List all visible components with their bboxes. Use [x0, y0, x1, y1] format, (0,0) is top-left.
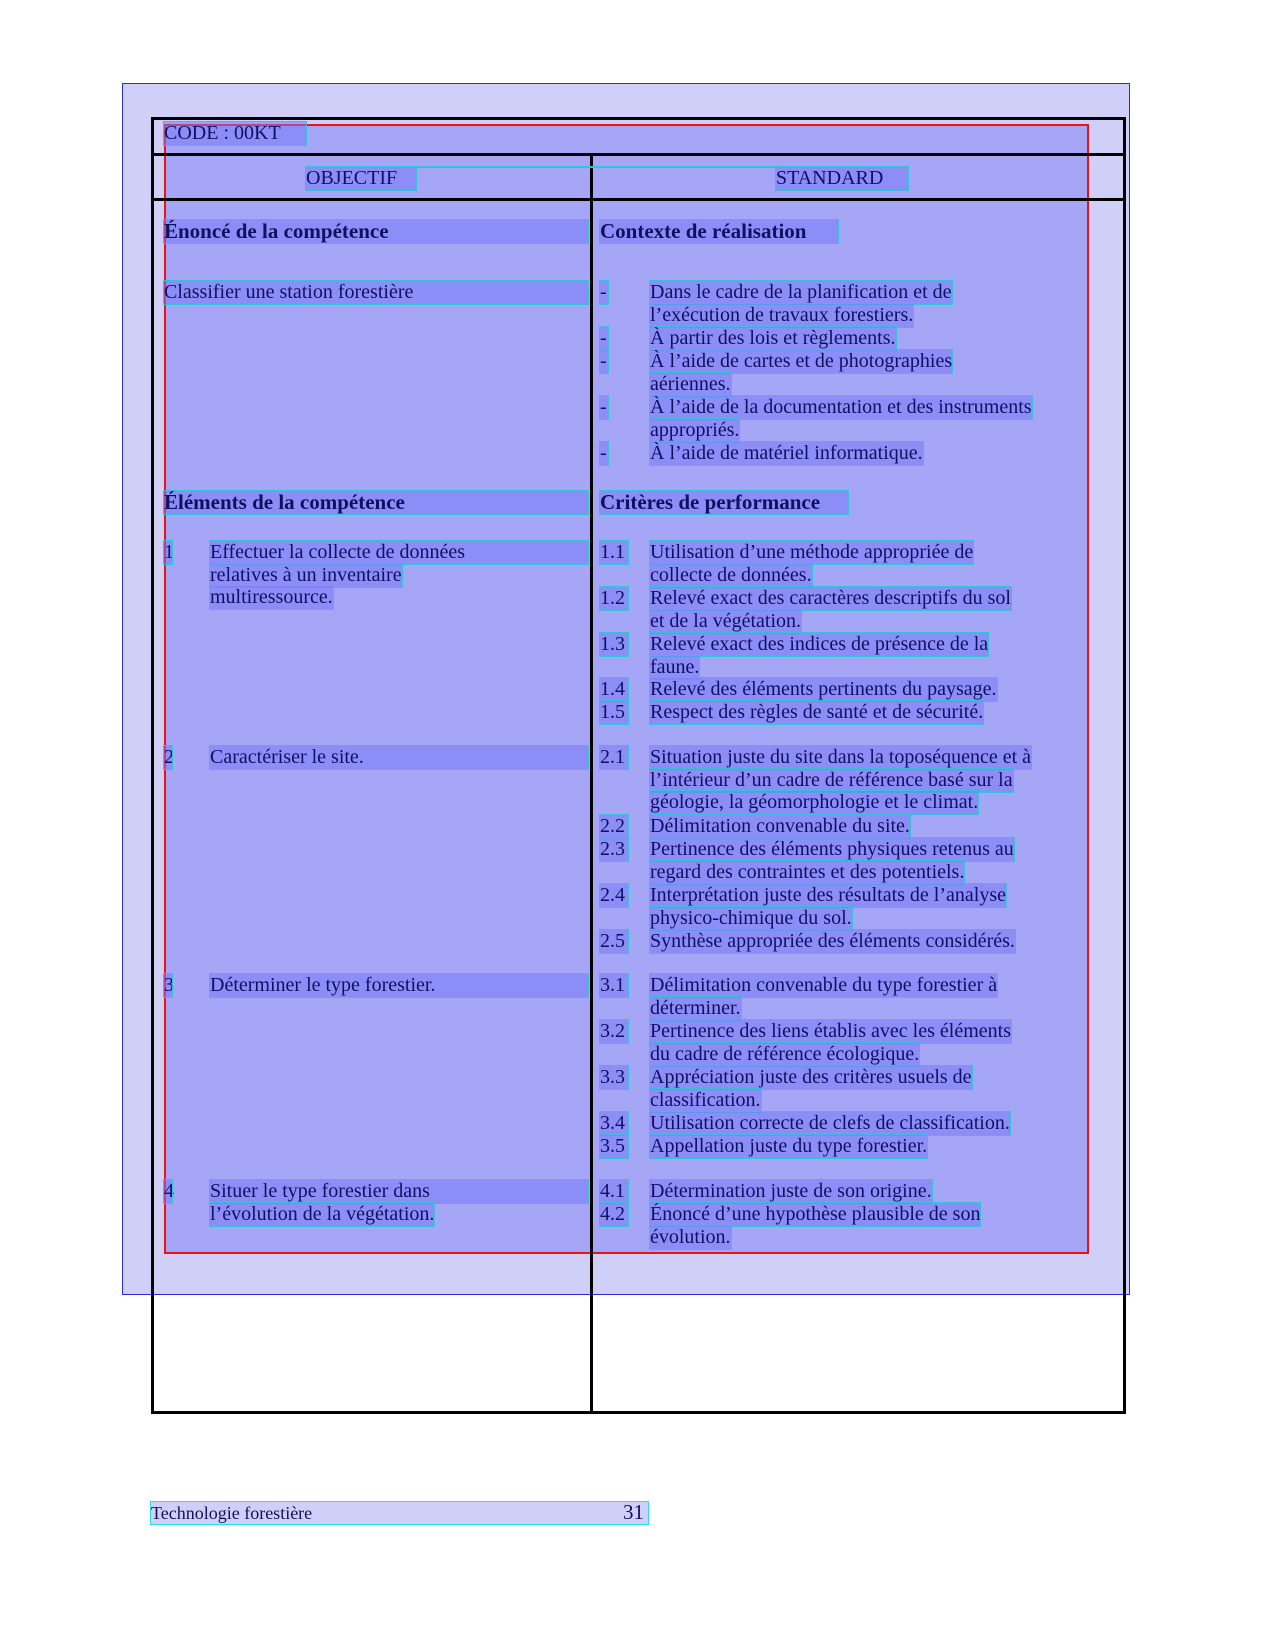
- critere-line: Relevé des éléments pertinents du paysage.: [650, 678, 997, 700]
- critere-line: évolution.: [650, 1225, 731, 1248]
- element-number: 4: [164, 1180, 174, 1202]
- critere-line: Synthèse appropriée des éléments considérés.: [650, 930, 1015, 952]
- contexte-item-line: appropriés.: [650, 418, 740, 441]
- critere-line: regard des contraintes et des potentiels.: [650, 860, 965, 883]
- element-number: 1: [164, 541, 174, 563]
- critere-number: 1.5: [600, 701, 628, 724]
- enonce-text: Classifier une station forestière: [164, 281, 588, 304]
- page-footer: [151, 1502, 648, 1524]
- critere-number: 3.2: [600, 1020, 628, 1043]
- critere-line: Interprétation juste des résultats de l’analyse: [650, 884, 1006, 906]
- critere-line: déterminer.: [650, 996, 741, 1019]
- critere-number: 1.2: [600, 587, 628, 610]
- contexte-title: Contexte de réalisation: [600, 220, 838, 243]
- critere-line: et de la végétation.: [650, 609, 802, 632]
- enonce-title: Énoncé de la compétence: [164, 220, 588, 243]
- critere-line: géologie, la géomorphologie et le climat.: [650, 791, 979, 814]
- critere-line: Pertinence des éléments physiques retenus au: [650, 838, 1014, 860]
- element-line: l’évolution de la végétation.: [210, 1202, 435, 1225]
- critere-number: 4.2: [600, 1203, 628, 1226]
- contexte-item-line: À l’aide de cartes et de photographies: [650, 350, 953, 372]
- critere-line: Situation juste du site dans la toposéquence et à: [650, 746, 1032, 768]
- table-column-divider: [590, 154, 593, 1414]
- contexte-bullet: -: [600, 281, 607, 303]
- contexte-item-line: Dans le cadre de la planification et de: [650, 281, 952, 303]
- critere-line: classification.: [650, 1088, 761, 1111]
- table-divider-top: [151, 153, 1126, 156]
- critere-number: 2.4: [600, 884, 628, 907]
- critere-number: 3.3: [600, 1066, 628, 1089]
- contexte-item-line: l’exécution de travaux forestiers.: [650, 303, 914, 326]
- critere-number: 2.2: [600, 815, 628, 838]
- critere-line: Utilisation d’une méthode appropriée de: [650, 541, 974, 563]
- standard-header: STANDARD: [776, 167, 908, 190]
- critere-line: faune.: [650, 655, 700, 678]
- critere-number: 3.5: [600, 1135, 628, 1158]
- element-number: 2: [164, 746, 174, 768]
- code-label: CODE : 00KT: [164, 122, 306, 145]
- critere-line: Pertinence des liens établis avec les éléments: [650, 1020, 1011, 1042]
- contexte-bullet: -: [600, 327, 607, 349]
- critere-line: l’intérieur d’un cadre de référence basé sur la: [650, 768, 1013, 791]
- contexte-item-line: À partir des lois et règlements.: [650, 327, 896, 349]
- critere-number: 2.5: [600, 930, 628, 953]
- contexte-bullet: -: [600, 396, 607, 418]
- element-number: 3: [164, 974, 174, 996]
- critere-number: 1.3: [600, 633, 628, 656]
- critere-line: collecte de données.: [650, 563, 812, 586]
- element-line: Caractériser le site.: [210, 746, 588, 769]
- critere-line: Respect des règles de santé et de sécurité.: [650, 701, 984, 723]
- contexte-item-line: À l’aide de la documentation et des instruments: [650, 396, 1032, 418]
- criteres-title: Critères de performance: [600, 491, 848, 514]
- critere-line: Énoncé d’une hypothèse plausible de son: [650, 1203, 981, 1225]
- contexte-bullet: -: [600, 442, 607, 464]
- critere-line: du cadre de référence écologique.: [650, 1042, 920, 1065]
- contexte-item-line: aériennes.: [650, 372, 731, 395]
- element-line: Situer le type forestier dans: [210, 1180, 588, 1203]
- critere-number: 3.1: [600, 974, 628, 997]
- critere-number: 4.1: [600, 1180, 628, 1203]
- element-line: Déterminer le type forestier.: [210, 974, 588, 997]
- critere-line: Délimitation convenable du type forestier à: [650, 974, 998, 996]
- element-line: multiressource.: [210, 586, 333, 609]
- critere-line: Relevé exact des caractères descriptifs du sol: [650, 587, 1011, 609]
- critere-line: Appréciation juste des critères usuels de: [650, 1066, 972, 1088]
- critere-line: physico-chimique du sol.: [650, 906, 852, 929]
- contexte-item-line: À l’aide de matériel informatique.: [650, 442, 923, 464]
- footer-title: Technologie forestière: [151, 1503, 313, 1523]
- critere-number: 1.4: [600, 678, 628, 701]
- critere-line: Relevé exact des indices de présence de la: [650, 633, 989, 655]
- objectif-header: OBJECTIF: [306, 167, 416, 190]
- critere-number: 1.1: [600, 541, 628, 564]
- table-divider-header: [151, 198, 1126, 201]
- contexte-bullet: -: [600, 350, 607, 372]
- critere-line: Utilisation correcte de clefs de classification.: [650, 1112, 1010, 1134]
- critere-line: Appellation juste du type forestier.: [650, 1135, 928, 1157]
- page-number: 31: [623, 1500, 644, 1524]
- element-line: relatives à un inventaire: [210, 563, 402, 586]
- critere-line: Détermination juste de son origine.: [650, 1180, 932, 1202]
- critere-number: 2.1: [600, 746, 628, 769]
- critere-number: 2.3: [600, 838, 628, 861]
- critere-number: 3.4: [600, 1112, 628, 1135]
- elements-title: Éléments de la compétence: [164, 491, 588, 514]
- element-line: Effectuer la collecte de données: [210, 541, 588, 564]
- critere-line: Délimitation convenable du site.: [650, 815, 910, 837]
